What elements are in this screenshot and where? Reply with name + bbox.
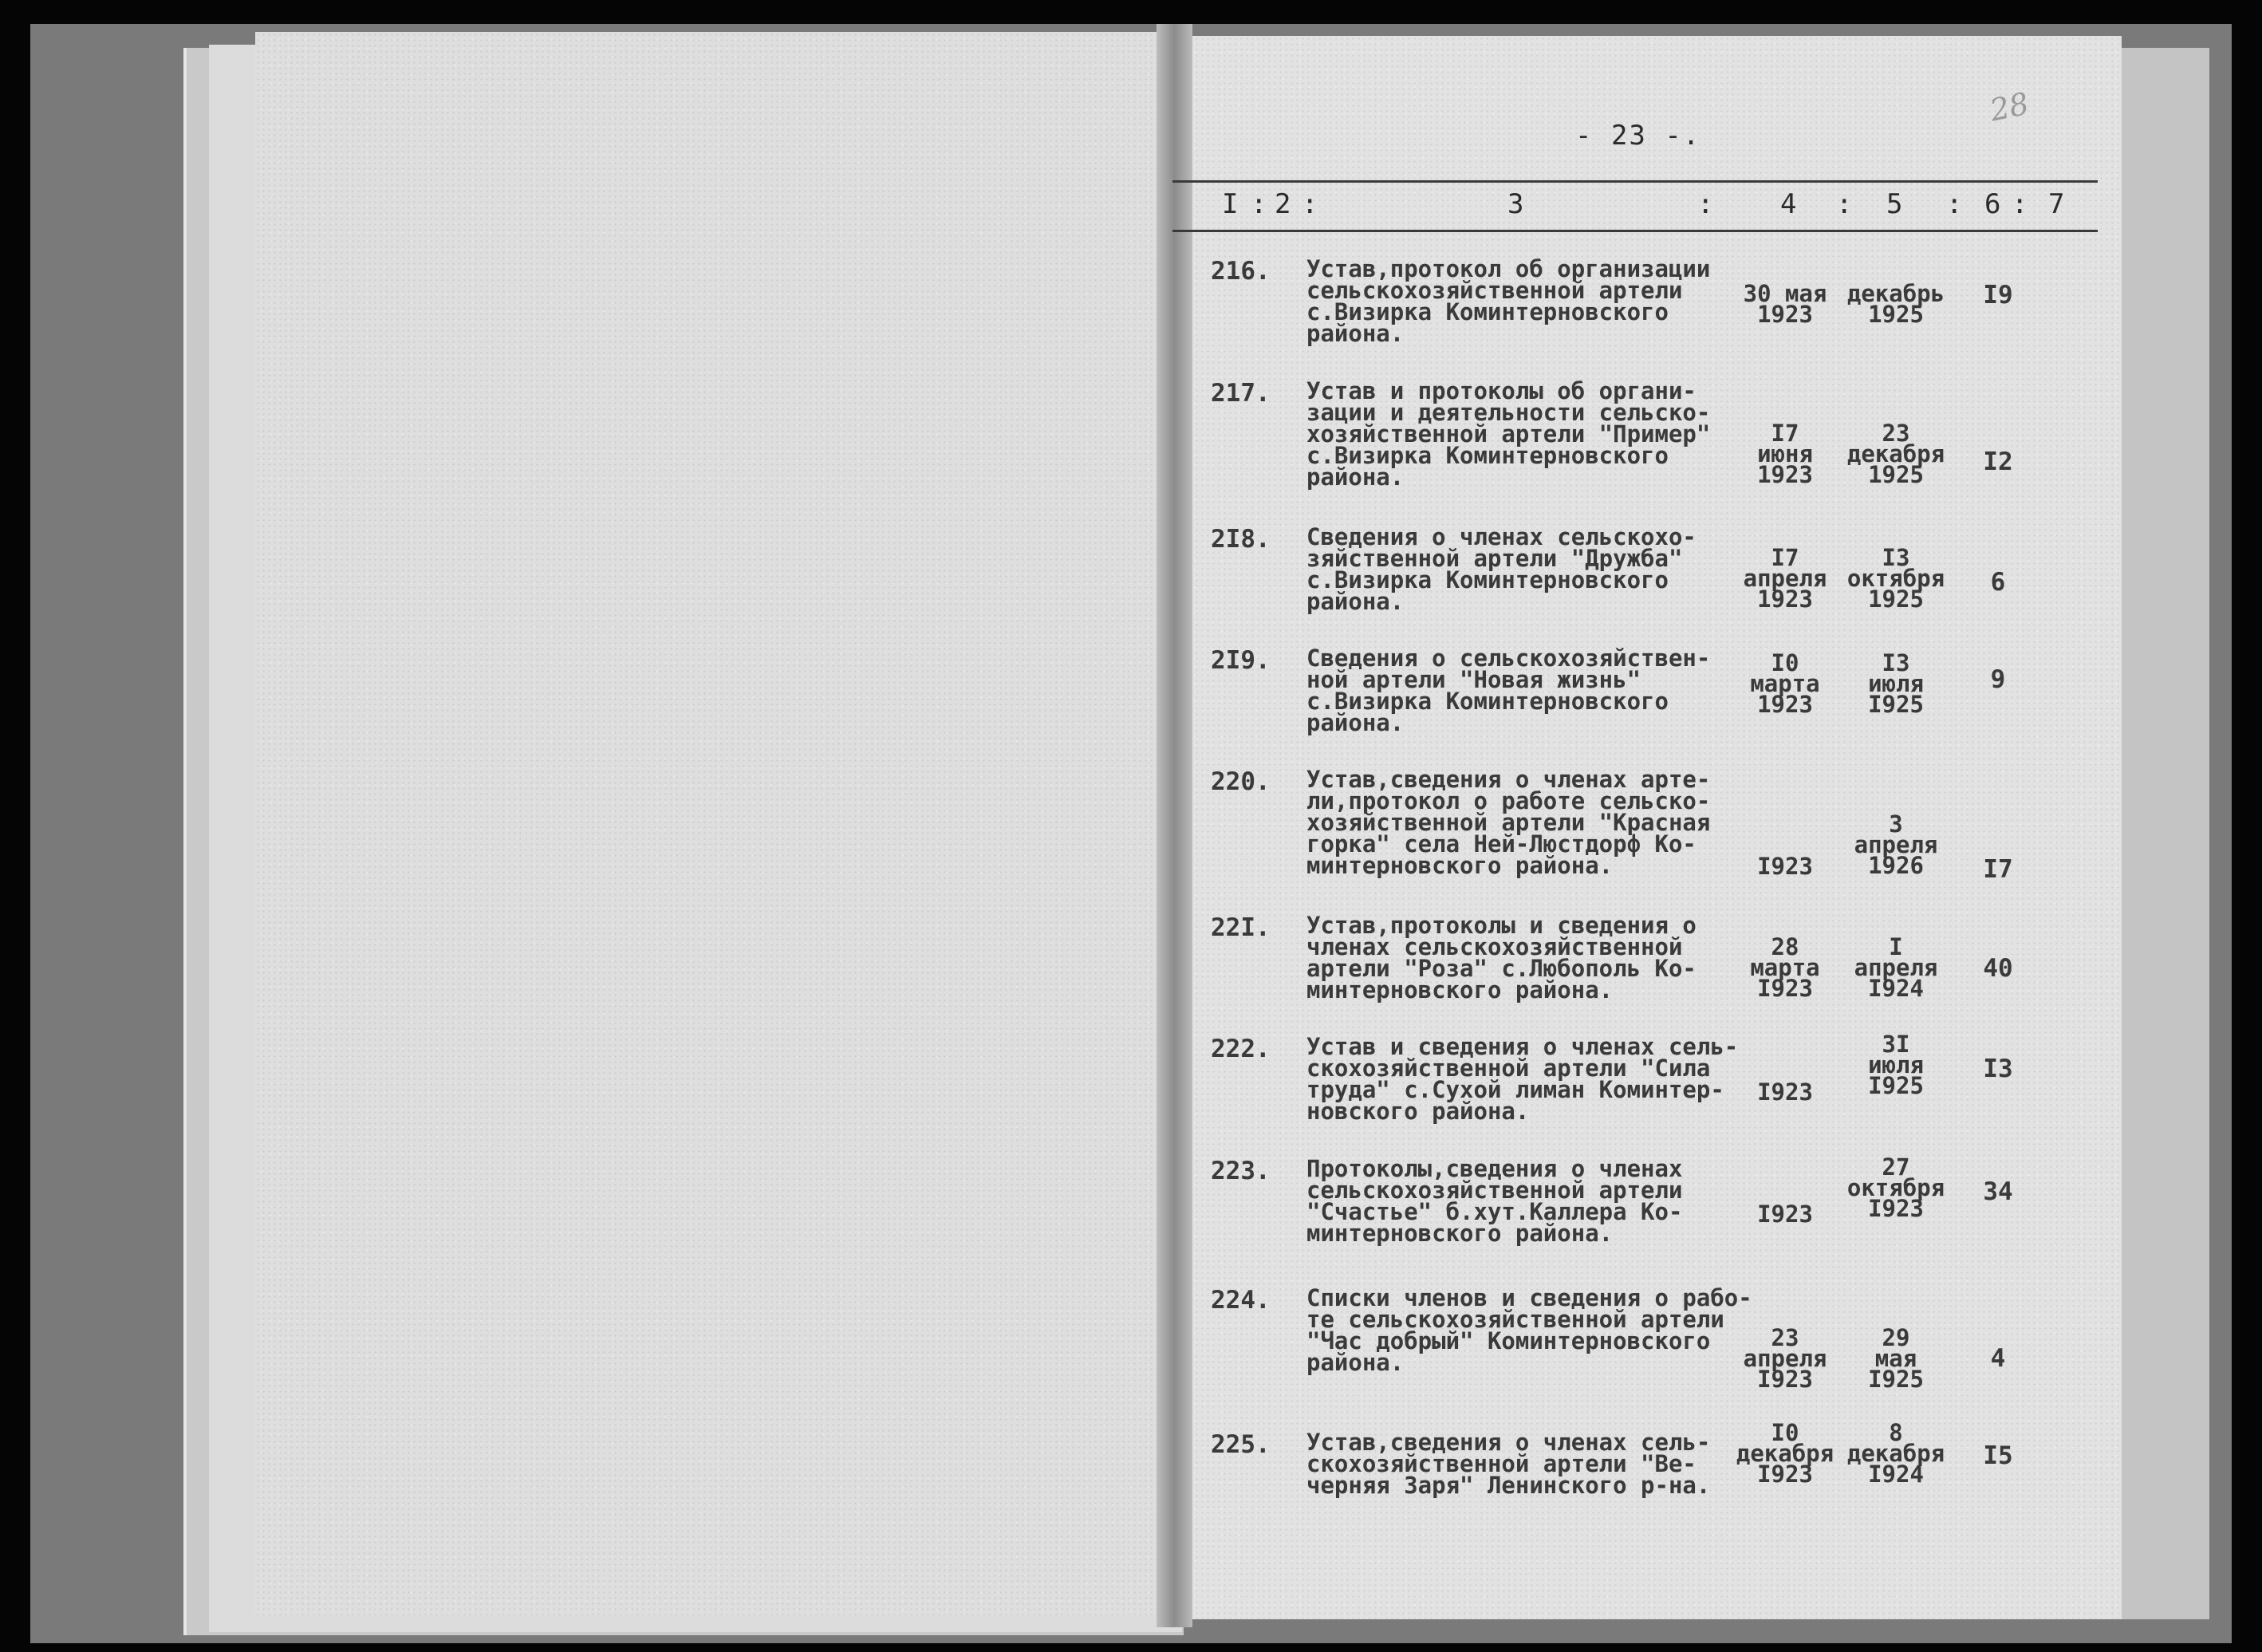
page-number: - 23 -. xyxy=(1575,120,1701,152)
entry-number: 222. xyxy=(1211,1035,1271,1063)
left-page-blank xyxy=(255,32,1172,1615)
entry-start-date: 28 марта I923 xyxy=(1750,933,1820,1002)
entry-sheet-count: I2 xyxy=(1983,447,2013,476)
entry-sheet-count: I3 xyxy=(1983,1055,2013,1083)
book-spine-gutter xyxy=(1157,24,1192,1627)
entry-sheet-count: 6 xyxy=(1990,568,2006,597)
entry-description: Устав,протоколы и сведения о членах сельскохозяйственной артели "Роза" с.Любополь Ко- минтерновского района. xyxy=(1306,912,1696,1003)
header-col-2: 2 xyxy=(1275,188,1291,220)
entry-description: Списки членов и сведения о рабо- те сельскохозяйственной артели "Час добрый" Коминтерновского района. xyxy=(1306,1284,1752,1376)
entry-start-date: 30 мая 1923 xyxy=(1743,280,1827,328)
entry-number: 22I. xyxy=(1211,913,1271,942)
header-col-5: 5 xyxy=(1886,188,1903,220)
entry-number: 220. xyxy=(1211,767,1271,796)
entry-description: Устав,сведения о членах сель- скохозяйственной артели "Ве- черняя Заря" Ленинского р-на. xyxy=(1306,1429,1711,1499)
entry-number: 2I8. xyxy=(1211,525,1271,554)
header-rule-top xyxy=(1172,180,2098,183)
entry-start-date: 23 апреля I923 xyxy=(1743,1324,1827,1393)
entry-sheet-count: 4 xyxy=(1990,1344,2006,1373)
entry-number: 223. xyxy=(1211,1157,1271,1185)
header-rule-bottom xyxy=(1172,230,2098,232)
entry-start-date: I923 xyxy=(1757,1078,1813,1106)
entry-description: Устав,протокол об организации сельскохозяйственной артели с.Визирка Коминтерновского района. xyxy=(1306,255,1711,347)
header-sep: : xyxy=(1302,188,1318,220)
entry-sheet-count: 34 xyxy=(1983,1177,2013,1206)
entry-number: 224. xyxy=(1211,1286,1271,1315)
entry-description: Протоколы,сведения о членах сельскохозяйственной артели "Счастье" б.хут.Каллера Ко- минтерновского района. xyxy=(1306,1155,1683,1247)
entry-sheet-count: I5 xyxy=(1983,1441,2013,1470)
pencil-folio-mark: 28 xyxy=(1986,85,2032,128)
header-col-4: 4 xyxy=(1780,188,1797,220)
header-col-3: 3 xyxy=(1507,188,1524,220)
entry-end-date: декабрь 1925 xyxy=(1846,280,1945,328)
header-col-6: 6 xyxy=(1984,188,2001,220)
header-sep: : xyxy=(1697,188,1714,220)
entry-end-date: 3 апреля 1926 xyxy=(1854,810,1938,879)
entry-description: Устав,сведения о членах арте- ли,протокол о работе сельско- хозяйственной артели "Красная горка" села Ней-Люстдорф Ко- минтерновского района. xyxy=(1306,766,1711,879)
entry-end-date: I апреля I924 xyxy=(1854,933,1938,1002)
entry-start-date: I923 xyxy=(1757,1201,1813,1228)
entry-number: 2I9. xyxy=(1211,646,1271,675)
entry-sheet-count: 40 xyxy=(1983,954,2013,983)
header-col-7: 7 xyxy=(2048,188,2065,220)
header-sep: : xyxy=(1946,188,1963,220)
entry-end-date: 27 октября I923 xyxy=(1846,1153,1945,1222)
entry-end-date: 8 декабря I924 xyxy=(1846,1419,1945,1488)
entry-sheet-count: I7 xyxy=(1983,855,2013,884)
entry-sheet-count: I9 xyxy=(1983,281,2013,310)
entry-end-date: 29 мая I925 xyxy=(1868,1324,1924,1393)
entry-description: Устав и протоколы об органи- зации и деятельности сельско- хозяйственной артели "Пример" с.Визирка Коминтерновского района. xyxy=(1306,377,1711,491)
entry-number: 216. xyxy=(1211,257,1271,286)
entry-number: 217. xyxy=(1211,379,1271,408)
entry-start-date: I7 июня 1923 xyxy=(1757,420,1813,488)
entry-start-date: I923 xyxy=(1757,853,1813,880)
entry-end-date: I3 октября 1925 xyxy=(1846,544,1945,613)
header-col-1: I xyxy=(1222,188,1239,220)
header-sep: : xyxy=(1836,188,1853,220)
entry-end-date: I3 июля I925 xyxy=(1868,649,1924,718)
entry-end-date: 23 декабря 1925 xyxy=(1846,420,1945,488)
header-sep: : xyxy=(1251,188,1267,220)
entry-description: Сведения о сельскохозяйствен- ной артели "Новая жизнь" с.Визирка Коминтерновского района. xyxy=(1306,645,1711,736)
entry-start-date: I0 марта 1923 xyxy=(1750,649,1820,718)
entry-end-date: 3I июля I925 xyxy=(1868,1031,1924,1099)
entry-sheet-count: 9 xyxy=(1990,665,2006,694)
entry-start-date: I7 апреля 1923 xyxy=(1743,544,1827,613)
header-sep: : xyxy=(2012,188,2028,220)
entry-description: Сведения о членах сельскохо- зяйственной артели "Дружба" с.Визирка Коминтерновского района. xyxy=(1306,523,1696,615)
entry-start-date: I0 декабря I923 xyxy=(1736,1419,1834,1488)
entry-number: 225. xyxy=(1211,1430,1271,1459)
entry-description: Устав и сведения о членах сель- скохозяйственной артели "Сила труда" с.Сухой лиман Коминтер- новского района. xyxy=(1306,1033,1739,1125)
